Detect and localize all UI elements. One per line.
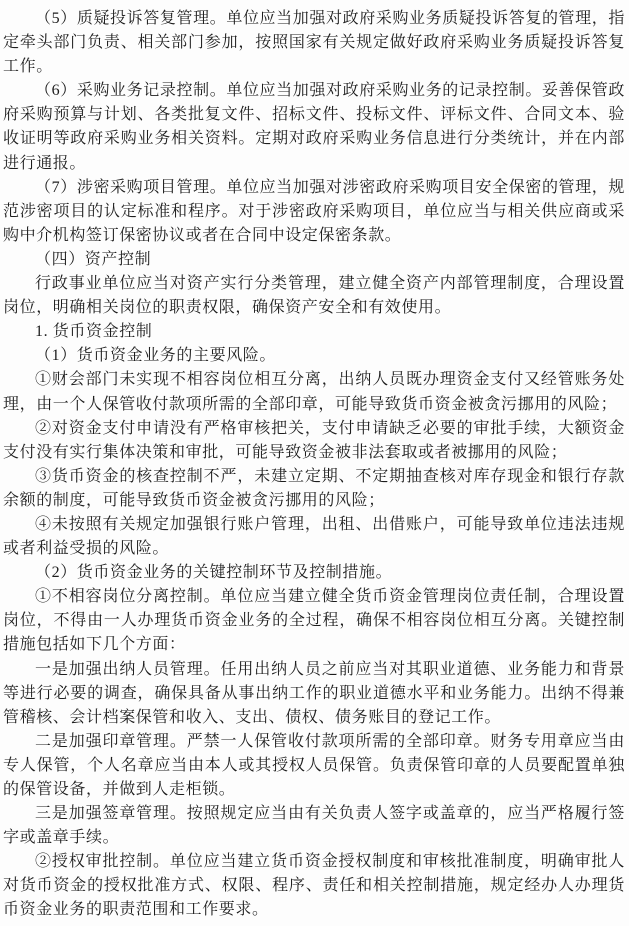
paragraph-item-6-procurement-records: （6）采购业务记录控制。单位应当加强对政府采购业务的记录控制。妥善保管政府采购预算与计划、各类批复文件、招标文件、投标文件、评标文件、合同文本、验收证明等政府采购业务相关资料。定期对政府采购业务信息进行分类统计，并在内部进行通报。 [3,82,625,172]
paragraph-measure-signatures: 三是加强签章管理。按照规定应当由有关负责人签字或盖章的，应当严格履行签字或盖章手续。 [3,805,625,847]
paragraph-asset-control-intro: 行政事业单位应当对资产实行分类管理，建立健全资产内部管理制度，合理设置岗位，明确相关岗位的职责权限，确保资产安全和有效使用。 [3,275,625,317]
paragraph-measure-cashier: 一是加强出纳人员管理。任用出纳人员之前应当对其职业道德、业务能力和背景等进行必要的调查，确保具备从事出纳工作的职业道德水平和业务能力。出纳不得兼管稽核、会计档案保管和收入、支出、债权、债务账目的登记工作。 [3,660,625,726]
subheading-key-controls: （2）货币资金业务的关键控制环节及控制措施。 [35,564,393,582]
section-heading-asset-control: （四）资产控制 [35,250,152,268]
paragraph-item-5-complaint-reply: （5）质疑投诉答复管理。单位应当加强对政府采购业务质疑投诉答复的管理，指定牵头部门负责、相关部门参加，按照国家有关规定做好政府采购业务质疑投诉答复工作。 [3,10,625,76]
paragraph-measure-seals: 二是加强印章管理。严禁一人保管收付款项所需的全部印章。财务专用章应当由专人保管，个人名章应当由本人或其授权人员保管。负责保管印章的人员要配置单独的保管设备，并做到人走柜锁。 [3,732,625,798]
paragraph-item-7-classified-projects: （7）涉密采购项目管理。单位应当加强对涉密政府采购项目安全保密的管理，规范涉密项目的认定标准和程序。对于涉密政府采购项目，单位应当与相关供应商或采购中介机构签订保密协议或者在合同中设定保密条款。 [3,178,625,244]
paragraph-risk-1: ①财会部门未实现不相容岗位相互分离，出纳人员既办理资金支付又经管账务处理，由一个人保管收付款项所需的全部印章，可能导致货币资金被贪污挪用的风险； [3,371,625,413]
paragraph-risk-3: ③货币资金的核查控制不严，未建立定期、不定期抽查核对库存现金和银行存款余额的制度，可能导致货币资金被贪污挪用的风险； [3,467,625,509]
subsection-heading-monetary-funds: 1. 货币资金控制 [35,323,153,341]
subheading-main-risks: （1）货币资金业务的主要风险。 [35,347,277,365]
paragraph-risk-4: ④未按照有关规定加强银行账户管理，出租、出借账户，可能导致单位违法违规或者利益受损的风险。 [3,515,625,558]
paragraph-control-authorization: ②授权审批控制。单位应当建立货币资金授权制度和审核批准制度，明确审批人对货币资金的授权批准方式、权限、程序、责任和相关控制措施，规定经办人办理货币资金业务的职责范围和工作要求。 [3,853,625,919]
paragraph-control-separation: ①不相容岗位分离控制。单位应当建立健全货币资金管理岗位责任制，合理设置岗位，不得由一人办理货币资金业务的全过程，确保不相容岗位相互分离。关键控制措施包括如下几个方面： [3,588,625,654]
paragraph-risk-2: ②对资金支付申请没有严格审核把关，支付申请缺乏必要的审批手续，大额资金支付没有实行集体决策和审批，可能导致资金被非法套取或者被挪用的风险； [3,419,625,461]
